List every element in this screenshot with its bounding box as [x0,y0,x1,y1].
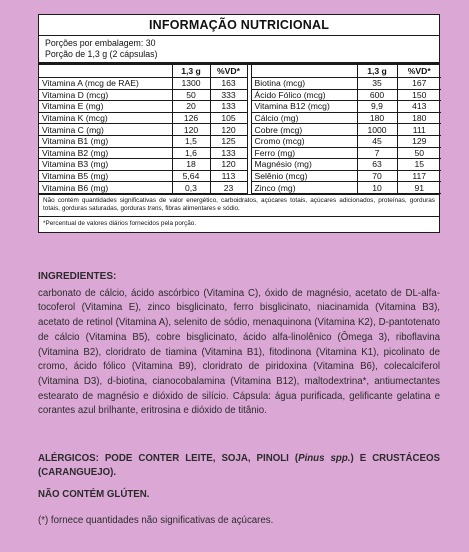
nutrient-name: Vitamina A (mcg de RAE) [39,78,172,90]
nutrient-name: Vitamina C (mg) [39,124,172,136]
nutrient-vd: 120 [210,124,247,136]
nutrient-vd: 133 [210,101,247,113]
nutrition-facts-panel [38,14,440,233]
nutrient-amount: 600 [357,89,397,101]
nutrient-vd: 15 [397,159,441,171]
table-row [39,112,441,124]
table-row [39,89,441,101]
nutrient-amount: 10 [357,182,397,194]
nutrient-amount: 7 [357,147,397,159]
table-row [39,124,441,136]
table-row [39,101,441,113]
nutrient-name: Vitamina B3 (mg) [39,159,172,171]
nutrient-vd: 129 [397,135,441,147]
nutrient-amount: 180 [357,112,397,124]
nutrient-name: Magnésio (mg) [251,159,357,171]
nutrient-amount: 120 [172,124,210,136]
nutrient-vd: 23 [210,182,247,194]
table-row [39,159,441,171]
nutrient-amount: 63 [357,159,397,171]
nutrient-vd: 180 [397,112,441,124]
nutrient-vd: 120 [210,159,247,171]
nutrient-vd: 111 [397,124,441,136]
nutrient-amount: 45 [357,135,397,147]
table-row [39,147,441,159]
nutrient-amount: 1300 [172,78,210,90]
nutrient-amount: 20 [172,101,210,113]
nutrient-amount: 126 [172,112,210,124]
table-row [39,182,441,194]
nutrient-name: Vitamina D (mcg) [39,89,172,101]
col-vd-header-right: %VD* [397,65,441,78]
nutrient-amount: 35 [357,78,397,90]
nutrient-name: Vitamina B2 (mg) [39,147,172,159]
gluten-statement: NÃO CONTÉM GLÚTEN. [38,489,150,500]
ingredients-text: carbonato de cálcio, ácido ascórbico (Vitamina C), óxido de magnésio, acetato de DL-alfa-tocoferol (Vitamina E), zinco bisglicinato, ferro bisglicinato, niacinamida (Vitamina B3), acetato de retinol (Vitamina A), selenito de sódio, menaquinona (Vitamina K2), D-pantotenato de cálcio (Vitamina B5), cobre bisglicinato, ácido alfa-linolênico (Ômega 3), riboflavina (Vitamina B2), cloridrato de tiamina (Vitamina B1), fitodinona (Vitamina K1), picolinato de cromo, ácido fólico (Vitamina B9), cloridrato de piridoxina (Vitamina B6), colecalciferol (Vitamina D3), d-biotina, cianocobalamina (Vitamina B12), maltodextrina*, antiumectantes estearato de magnésio e dióxido de silício. Cápsula: água purificada, gelificante gelatina e corantes azul brilhante, eritrosina e dióxido de titânio. [38,287,440,417]
col-vd-header: %VD* [210,65,247,78]
nutrition-title: INFORMAÇÃO NUTRICIONAL [39,15,439,36]
daily-value-note: *Percentual de valores diários fornecidos pela porção. [43,219,197,227]
nutrient-name: Vitamina B1 (mg) [39,135,172,147]
nutrient-vd: 333 [210,89,247,101]
nutrient-name: Vitamina K (mcg) [39,112,172,124]
nutrient-vd: 117 [397,170,441,182]
allergens-warning: ALÉRGICOS: PODE CONTER LEITE, SOJA, PINOLI (Pinus spp.) E CRUSTÁCEOS (CARANGUEJO). [38,453,441,479]
nutrient-amount: 70 [357,170,397,182]
nutrient-amount: 5,64 [172,170,210,182]
nutrient-vd: 413 [397,101,441,113]
insignificant-nutrients-note: Não contém quantidades significativas de valor energético, carboidratos, açúcares totais, açúcares adicionados, proteínas, gorduras totais, gorduras saturadas, gorduras trans, fibras alimentares e sódio. [39,194,439,217]
nutrient-name: Vitamina E (mg) [39,101,172,113]
col-amount-header: 1,3 g [172,65,210,78]
nutrient-vd: 113 [210,170,247,182]
nutrient-vd: 133 [210,147,247,159]
table-row [39,78,441,90]
servings-per-package: Porções por embalagem: 30 [45,38,156,48]
serving-size: Porção de 1,3 g (2 cápsulas) [45,48,158,59]
nutrient-vd: 167 [397,78,441,90]
sugar-note: (*) fornece quantidades não significativas de açúcares. [38,515,274,526]
nutrient-amount: 1,5 [172,135,210,147]
nutrient-name: Biotina (mcg) [251,78,357,90]
table-row [39,135,441,147]
nutrient-name: Vitamina B5 (mg) [39,170,172,182]
nutrient-name: Cobre (mcg) [251,124,357,136]
nutrient-name: Ferro (mg) [251,147,357,159]
nutrient-vd: 91 [397,182,441,194]
nutrient-name: Cálcio (mg) [251,112,357,124]
nutrient-amount: 1000 [357,124,397,136]
nutrient-vd: 150 [397,89,441,101]
nutrient-amount: 18 [172,159,210,171]
nutrient-vd: 125 [210,135,247,147]
nutrient-amount: 0,3 [172,182,210,194]
nutrient-name: Zinco (mg) [251,182,357,194]
nutrient-vd: 163 [210,78,247,90]
nutrient-amount: 1,6 [172,147,210,159]
nutrient-name: Selênio (mcg) [251,170,357,182]
serving-info [39,36,439,65]
table-row [39,170,441,182]
col-amount-header-right: 1,3 g [357,65,397,78]
nutrient-name: Vitamina B6 (mg) [39,182,172,194]
nutrient-amount: 9,9 [357,101,397,113]
table-header-row [39,65,441,78]
ingredients-heading: INGREDIENTES: [38,271,117,282]
nutrition-table [39,65,441,194]
nutrient-amount: 50 [172,89,210,101]
nutrient-name: Ácido Fólico (mcg) [251,89,357,101]
ingredients-section [38,270,440,419]
nutrient-vd: 50 [397,147,441,159]
nutrient-vd: 105 [210,112,247,124]
nutrient-name: Cromo (mcg) [251,135,357,147]
nutrient-name: Vitamina B12 (mcg) [251,101,357,113]
